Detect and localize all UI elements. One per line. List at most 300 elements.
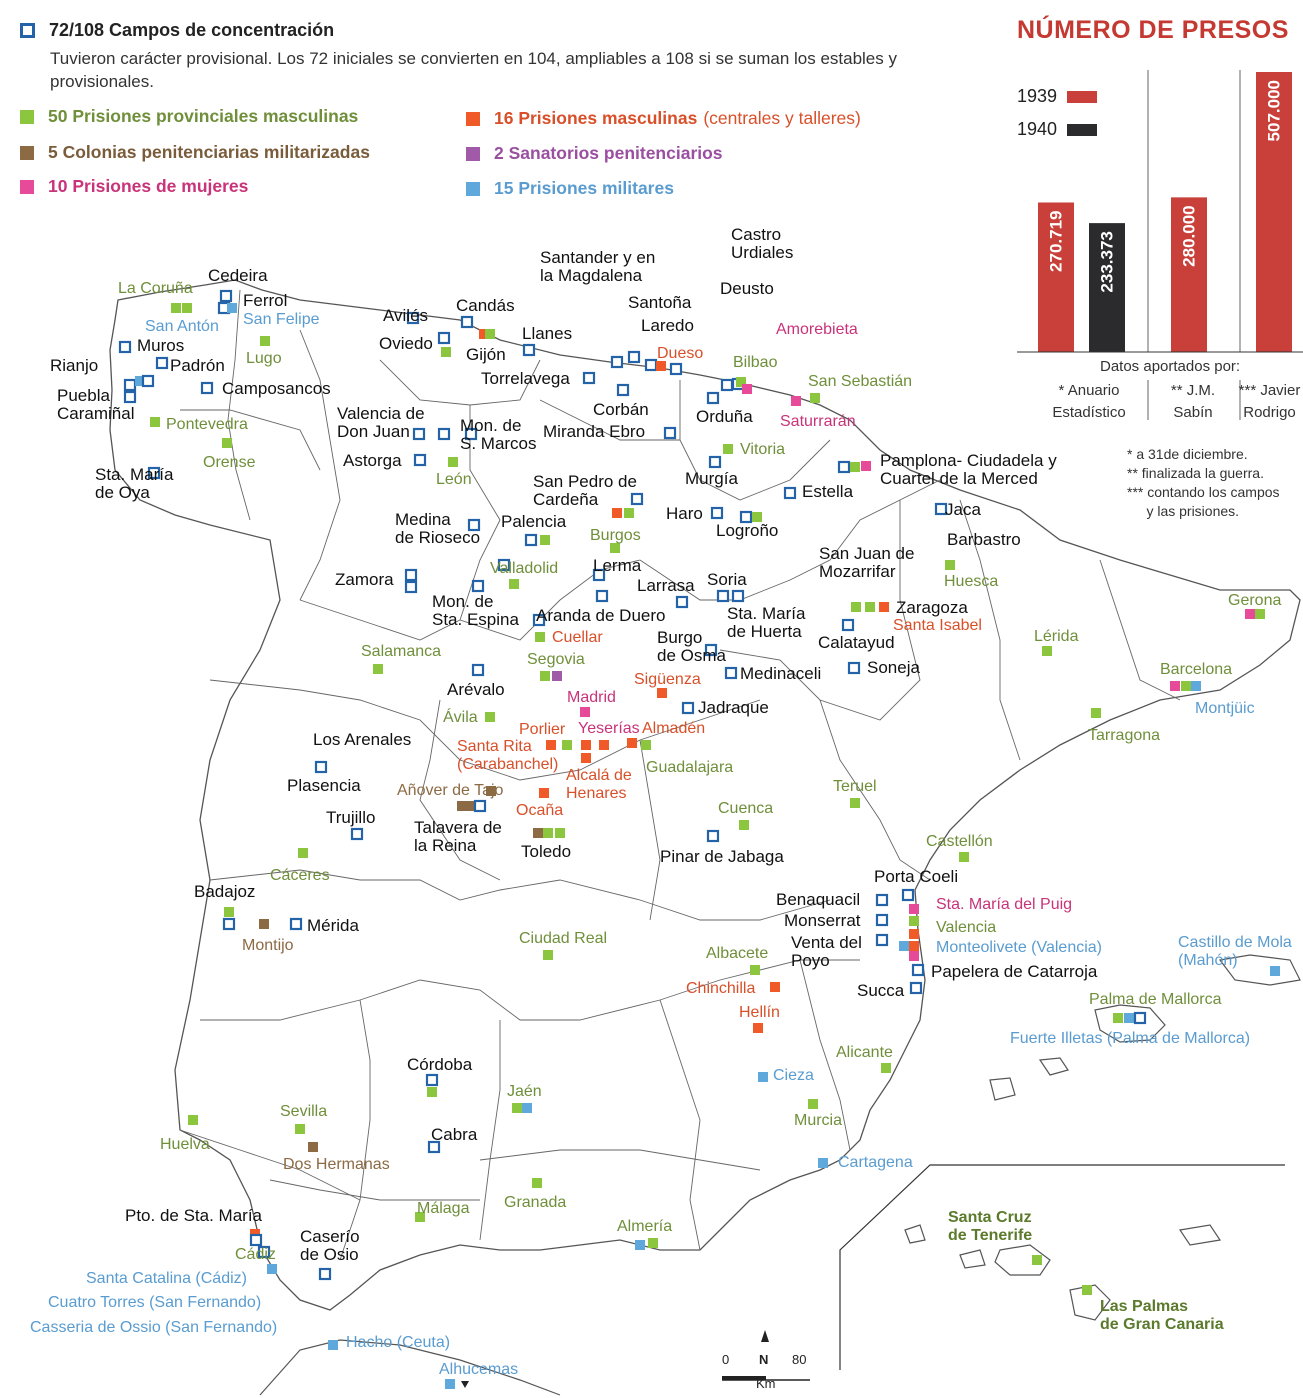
place-label: San Sebastián bbox=[808, 373, 913, 390]
campo-marker bbox=[157, 358, 167, 368]
place-label: Salamanca bbox=[361, 643, 442, 660]
masculina-marker bbox=[581, 740, 591, 750]
place-label: Medina de Rioseco bbox=[395, 510, 481, 547]
masculina-marker bbox=[627, 738, 637, 748]
provincial-marker bbox=[850, 798, 860, 808]
campo-marker bbox=[473, 581, 483, 591]
mujeres-marker bbox=[580, 707, 590, 717]
colonia-marker bbox=[308, 1142, 318, 1152]
mujeres-marker bbox=[861, 461, 871, 471]
place-label: Las Palmas de Gran Canaria bbox=[1100, 1298, 1224, 1333]
chart-bar-label: 270.719 bbox=[1046, 210, 1066, 272]
provincial-marker bbox=[535, 632, 545, 642]
place-label: Santa Cruz de Tenerife bbox=[948, 1209, 1033, 1244]
place-label: Cáceres bbox=[270, 867, 330, 884]
place-label: Badajoz bbox=[194, 882, 256, 901]
place-label: Muros bbox=[137, 336, 185, 355]
campo-marker bbox=[221, 291, 231, 301]
pointer-icon bbox=[461, 1381, 469, 1388]
campo-marker bbox=[718, 591, 728, 601]
place-label: Lerma bbox=[593, 556, 642, 575]
campo-marker bbox=[849, 663, 859, 673]
place-label: Corbán bbox=[593, 400, 649, 419]
provincial-marker bbox=[543, 828, 553, 838]
place-label: Laredo bbox=[641, 316, 694, 335]
chart-bar-label: 280.000 bbox=[1179, 205, 1199, 267]
place-label: Almadén bbox=[642, 720, 706, 737]
place-label: Santander y en la Magdalena bbox=[540, 248, 656, 285]
place-label: Venta del Poyo bbox=[791, 933, 862, 970]
place-label: Montijo bbox=[242, 937, 294, 954]
militar-marker bbox=[267, 1264, 277, 1274]
place-label: Alicante bbox=[836, 1044, 893, 1061]
place-label: Palma de Mallorca bbox=[1089, 991, 1222, 1008]
place-label: Medinaceli bbox=[740, 664, 822, 683]
campo-marker bbox=[733, 591, 743, 601]
place-label: San Antón bbox=[145, 318, 219, 335]
place-label: Montjüic bbox=[1195, 700, 1255, 717]
place-label: Teruel bbox=[833, 778, 877, 795]
place-label: Bilbao bbox=[733, 354, 778, 371]
place-label: Sta. María de Oya bbox=[95, 465, 174, 502]
legend-mujeres-label: 10 Prisiones de mujeres bbox=[48, 176, 249, 196]
masculina-marker bbox=[599, 740, 609, 750]
place-label: Santa Catalina (Cádiz) bbox=[86, 1270, 247, 1287]
source-sabin bbox=[1152, 380, 1234, 424]
provincial-marker bbox=[851, 602, 861, 612]
series-key-1940 bbox=[1017, 119, 1097, 140]
provincial-marker bbox=[485, 712, 495, 722]
place-label: Chinchilla bbox=[686, 980, 756, 997]
place-label: Sta. María de Huerta bbox=[727, 604, 806, 641]
provincial-marker bbox=[224, 907, 234, 917]
place-label: Segovia bbox=[527, 651, 585, 668]
legend-provinciales bbox=[20, 106, 358, 127]
masculina-marker bbox=[657, 688, 667, 698]
place-label: Albacete bbox=[706, 945, 769, 962]
mujeres-marker bbox=[1170, 681, 1180, 691]
provincial-marker bbox=[909, 916, 919, 926]
place-label: Gijón bbox=[466, 345, 506, 364]
place-label: Orduña bbox=[696, 407, 753, 426]
provincial-marker bbox=[373, 664, 383, 674]
masculina-symbol-icon bbox=[466, 112, 480, 126]
series-key-1940-swatch bbox=[1067, 124, 1097, 136]
series-key-1939-swatch bbox=[1067, 91, 1097, 103]
provincial-marker bbox=[1032, 1255, 1042, 1265]
place-label: Hellín bbox=[739, 1004, 780, 1021]
place-label: Los Arenales bbox=[313, 730, 412, 749]
masculina-marker bbox=[612, 508, 622, 518]
provincial-marker bbox=[555, 828, 565, 838]
place-label: León bbox=[436, 471, 472, 488]
campo-marker bbox=[839, 462, 849, 472]
campo-marker bbox=[911, 983, 921, 993]
campo-marker bbox=[524, 345, 534, 355]
place-label: San Pedro de Cardeña bbox=[533, 472, 637, 509]
series-key-1939 bbox=[1017, 86, 1097, 107]
place-label: Madrid bbox=[567, 689, 616, 706]
place-label: Alcalá de Henares bbox=[566, 767, 632, 802]
provincial-marker bbox=[1042, 646, 1052, 656]
source-anuario-line1: * Anuario bbox=[1058, 382, 1120, 399]
place-label: Castillo de Mola (Mahón) bbox=[1178, 934, 1292, 969]
provincial-marker bbox=[1181, 681, 1191, 691]
place-label: Valladolid bbox=[490, 560, 559, 577]
provincial-marker bbox=[562, 740, 572, 750]
place-label: Haro bbox=[666, 504, 703, 523]
place-label: La Coruña bbox=[118, 280, 193, 297]
place-label: Castro Urdiales bbox=[731, 225, 794, 262]
place-label: Cieza bbox=[773, 1067, 814, 1084]
place-label: Almería bbox=[617, 1218, 673, 1235]
source-rodrigo-line2: Rodrigo bbox=[1243, 404, 1296, 421]
place-label: San Juan de Mozarrifar bbox=[819, 544, 915, 581]
legend-campos-description: Tuvieron carácter provisional. Los 72 iniciales se convierten en 104, ampliables a 108 si se suman los estables y provisionales. bbox=[50, 49, 897, 91]
provincial-marker bbox=[810, 393, 820, 403]
campo-marker bbox=[597, 591, 607, 601]
provincial-marker bbox=[543, 950, 553, 960]
provincial-marker bbox=[509, 579, 519, 589]
campo-symbol-icon bbox=[20, 23, 35, 38]
place-label: Santoña bbox=[628, 293, 692, 312]
sanatorio-symbol-icon bbox=[466, 147, 480, 161]
place-label: Sevilla bbox=[280, 1103, 328, 1120]
campo-marker bbox=[427, 1075, 437, 1085]
campo-marker bbox=[877, 935, 887, 945]
place-label: Valencia de Don Juan bbox=[337, 404, 425, 441]
provincial-marker bbox=[865, 602, 875, 612]
colonia-symbol-icon bbox=[20, 146, 34, 160]
provincial-marker bbox=[641, 740, 651, 750]
militar-marker bbox=[1191, 681, 1201, 691]
place-label: Toledo bbox=[521, 842, 572, 861]
place-label: Huelva bbox=[160, 1136, 210, 1153]
militar-marker bbox=[445, 1379, 455, 1389]
place-label: Yeserías bbox=[578, 720, 640, 737]
place-label: Casseria de Ossio (San Fernando) bbox=[30, 1319, 278, 1336]
militar-marker bbox=[1124, 1013, 1134, 1023]
campo-marker bbox=[712, 508, 722, 518]
place-label: Barcelona bbox=[1160, 661, 1233, 678]
provincial-marker bbox=[448, 457, 458, 467]
source-sabin-line1: ** J.M. bbox=[1170, 382, 1216, 399]
place-label: Huesca bbox=[944, 573, 999, 590]
place-label: Aranda de Duero bbox=[536, 606, 666, 625]
campo-marker bbox=[320, 1269, 330, 1279]
provincial-marker bbox=[1113, 1013, 1123, 1023]
canary-islands-box bbox=[840, 1165, 1285, 1370]
place-label: Castellón bbox=[926, 833, 993, 850]
place-label: Benaquacil bbox=[776, 890, 861, 909]
campo-marker bbox=[316, 762, 326, 772]
mujeres-marker bbox=[1245, 609, 1255, 619]
provincial-marker bbox=[182, 303, 192, 313]
provincial-marker bbox=[532, 1178, 542, 1188]
place-label: Valencia bbox=[936, 919, 997, 936]
scale-zero: 0 bbox=[722, 1352, 730, 1367]
place-label: Ferrol bbox=[243, 291, 288, 310]
place-label: Succa bbox=[857, 981, 905, 1000]
place-label: Alhucemas bbox=[439, 1361, 519, 1378]
place-label: Porlier bbox=[519, 721, 566, 738]
place-label: Torrelavega bbox=[481, 369, 570, 388]
place-label: Avilés bbox=[383, 306, 429, 325]
campo-marker bbox=[708, 393, 718, 403]
campo-marker bbox=[722, 380, 732, 390]
source-anuario bbox=[1040, 380, 1138, 424]
legend-masculinas-label: 16 Prisiones masculinas bbox=[494, 108, 698, 128]
place-label: Zamora bbox=[335, 570, 394, 589]
campo-marker bbox=[708, 831, 718, 841]
place-label: Mérida bbox=[307, 916, 359, 935]
place-label: Porta Coeli bbox=[874, 867, 959, 886]
provincial-marker bbox=[1255, 609, 1265, 619]
place-label: Larrasa bbox=[637, 576, 695, 595]
legend-masculinas bbox=[466, 108, 861, 129]
place-label: Pamplona- Ciudadela y Cuartel de la Merced bbox=[880, 451, 1057, 488]
prisoners-bar-chart bbox=[1038, 72, 1292, 352]
provincial-marker bbox=[485, 329, 495, 339]
legend-militares bbox=[466, 178, 674, 199]
campo-marker bbox=[903, 890, 913, 900]
place-label: Saturrarán bbox=[780, 413, 856, 430]
place-label: Calatayud bbox=[818, 633, 895, 652]
campo-marker bbox=[526, 535, 536, 545]
place-label: Sta. María del Puig bbox=[936, 896, 1073, 913]
place-label: Pto. de Sta. María bbox=[125, 1206, 263, 1225]
campo-marker bbox=[473, 665, 483, 675]
scale-max: 80 bbox=[792, 1352, 807, 1367]
place-label: Palencia bbox=[501, 512, 567, 531]
place-label: Dueso bbox=[657, 345, 704, 362]
place-label: Candás bbox=[456, 296, 515, 315]
place-label: Astorga bbox=[343, 451, 402, 470]
place-label: Dos Hermanas bbox=[283, 1156, 390, 1173]
place-label: Santa Isabel bbox=[893, 617, 982, 634]
place-label: Talavera de la Reina bbox=[414, 818, 502, 855]
mujeres-symbol-icon bbox=[20, 180, 34, 194]
campo-marker bbox=[415, 455, 425, 465]
place-label: Jadraque bbox=[698, 698, 769, 717]
campo-marker bbox=[406, 570, 416, 580]
provincial-marker bbox=[808, 1099, 818, 1109]
chart-title: NÚMERO DE PRESOS bbox=[1017, 16, 1289, 44]
place-label: Córdoba bbox=[407, 1055, 473, 1074]
legend-mujeres bbox=[20, 176, 248, 197]
mujeres-marker bbox=[742, 384, 752, 394]
colonia-marker bbox=[259, 919, 269, 929]
masculina-marker bbox=[753, 1023, 763, 1033]
campo-marker bbox=[462, 317, 472, 327]
place-label: Llanes bbox=[522, 324, 573, 343]
place-label: Mon. de S. Marcos bbox=[460, 416, 537, 453]
place-label: Plasencia bbox=[287, 776, 361, 795]
colonia-marker bbox=[533, 828, 543, 838]
place-label: Soria bbox=[707, 570, 747, 589]
place-label: Cartagena bbox=[838, 1154, 913, 1171]
campo-marker bbox=[475, 801, 485, 811]
legend-campos-label: 72/108 Campos de concentración bbox=[49, 20, 335, 40]
legend-campos bbox=[20, 20, 334, 41]
place-label: Mon. de Sta. Espina bbox=[432, 592, 519, 629]
place-label: Burgo de Osma bbox=[657, 628, 726, 665]
campo-marker bbox=[1135, 1013, 1145, 1023]
militar-marker bbox=[899, 941, 909, 951]
place-label: Amorebieta bbox=[776, 321, 858, 338]
place-label: Barbastro bbox=[947, 530, 1021, 549]
place-label: Murcia bbox=[794, 1112, 843, 1129]
provincial-marker bbox=[723, 444, 733, 454]
place-label: Cuellar bbox=[552, 629, 603, 646]
provincial-marker bbox=[540, 535, 550, 545]
campo-marker bbox=[618, 385, 628, 395]
place-label: Monteolivete (Valencia) bbox=[936, 939, 1103, 956]
source-title: Datos aportados por: bbox=[1100, 358, 1241, 375]
place-label: Cedeira bbox=[208, 266, 268, 285]
provincial-marker bbox=[1091, 708, 1101, 718]
place-label: Monserrat bbox=[784, 911, 861, 930]
place-label: Tarragona bbox=[1088, 727, 1161, 744]
campo-marker bbox=[710, 457, 720, 467]
provincial-symbol-icon bbox=[20, 110, 34, 124]
chart-footnotes: * a 31de diciembre. ** finalizada la guerra. *** contando los campos y las prisiones. bbox=[1127, 446, 1280, 519]
place-label: Cuatro Torres (San Fernando) bbox=[48, 1294, 262, 1311]
campo-marker bbox=[120, 342, 130, 352]
provincial-marker bbox=[512, 1103, 522, 1113]
place-label: Zaragoza bbox=[896, 598, 968, 617]
place-label: Cádiz bbox=[235, 1246, 276, 1263]
chart-bar-label: 233.373 bbox=[1097, 231, 1117, 293]
provincial-marker bbox=[540, 671, 550, 681]
masculina-marker bbox=[909, 929, 919, 939]
provincial-marker bbox=[427, 1087, 437, 1097]
campo-marker bbox=[439, 333, 449, 343]
campo-marker bbox=[251, 1235, 261, 1245]
campo-marker bbox=[612, 357, 622, 367]
provincial-marker bbox=[850, 462, 860, 472]
provincial-marker bbox=[648, 1238, 658, 1248]
place-label: Málaga bbox=[417, 1200, 470, 1217]
source-anuario-line2: Estadístico bbox=[1052, 404, 1126, 421]
campo-marker bbox=[646, 360, 656, 370]
place-label: Logroño bbox=[716, 521, 779, 540]
campo-marker bbox=[224, 919, 234, 929]
campo-marker bbox=[406, 582, 416, 592]
masculina-marker bbox=[581, 753, 591, 763]
provincial-marker bbox=[171, 303, 181, 313]
provincial-marker bbox=[188, 1115, 198, 1125]
masculina-marker bbox=[539, 788, 549, 798]
place-label: Arévalo bbox=[447, 680, 505, 699]
place-label: San Felipe bbox=[243, 311, 320, 328]
place-label: Santa Rita (Carabanchel) bbox=[457, 738, 559, 773]
place-label: Cuenca bbox=[718, 800, 774, 817]
place-label: Pinar de Jabaga bbox=[660, 847, 784, 866]
chart-bar-label: 507.000 bbox=[1264, 80, 1284, 142]
provincial-marker bbox=[441, 347, 451, 357]
place-label: Ocaña bbox=[516, 802, 564, 819]
place-label: Murgía bbox=[685, 469, 738, 488]
source-rodrigo-line1: *** Javier bbox=[1238, 382, 1301, 399]
place-label: Oviedo bbox=[379, 334, 433, 353]
place-label: Padrón bbox=[170, 356, 225, 375]
provincial-marker bbox=[1082, 1285, 1092, 1295]
campo-marker bbox=[291, 919, 301, 929]
place-label: Cabra bbox=[431, 1125, 478, 1144]
sanatorio-marker bbox=[552, 671, 562, 681]
legend-colonias-label: 5 Colonias penitenciarias militarizadas bbox=[48, 142, 370, 162]
source-sabin-line2: Sabín bbox=[1173, 404, 1213, 421]
campo-marker bbox=[785, 488, 795, 498]
place-label: Granada bbox=[504, 1194, 567, 1211]
scale-north: N bbox=[759, 1352, 769, 1367]
campo-marker bbox=[352, 829, 362, 839]
campo-marker bbox=[913, 965, 923, 975]
militar-marker bbox=[227, 303, 237, 313]
mujeres-marker bbox=[909, 951, 919, 961]
militar-marker bbox=[758, 1072, 768, 1082]
place-label: Orense bbox=[203, 454, 256, 471]
place-label: Jaén bbox=[507, 1083, 542, 1100]
colonia-marker bbox=[457, 801, 467, 811]
scale-unit: Km bbox=[756, 1376, 776, 1391]
legend-masculinas-note: (centrales y talleres) bbox=[703, 108, 861, 128]
campo-marker bbox=[877, 915, 887, 925]
source-rodrigo bbox=[1236, 380, 1303, 424]
place-label: Caserío de Osio bbox=[300, 1227, 360, 1264]
campo-marker bbox=[202, 383, 212, 393]
provincial-marker bbox=[295, 1124, 305, 1134]
series-key-1939-label: 1939 bbox=[1017, 86, 1058, 106]
place-label: Papelera de Catarroja bbox=[931, 962, 1098, 981]
mujeres-marker bbox=[909, 904, 919, 914]
mujeres-marker bbox=[791, 396, 801, 406]
masculina-marker bbox=[770, 982, 780, 992]
militar-symbol-icon bbox=[466, 182, 480, 196]
place-label: Añover de Tajo bbox=[397, 782, 504, 799]
legend-colonias bbox=[20, 142, 370, 163]
campo-marker bbox=[584, 373, 594, 383]
place-label: Hacho (Ceuta) bbox=[346, 1334, 451, 1351]
campo-marker bbox=[677, 597, 687, 607]
place-label: Vitoria bbox=[740, 441, 786, 458]
place-label: Camposancos bbox=[222, 379, 331, 398]
masculina-marker bbox=[909, 941, 919, 951]
provincial-marker bbox=[260, 336, 270, 346]
provincial-marker bbox=[222, 438, 232, 448]
place-label: Puebla Caramiñal bbox=[57, 386, 135, 423]
provincial-marker bbox=[150, 417, 160, 427]
legend-militares-label: 15 Prisiones militares bbox=[494, 178, 674, 198]
place-label: Lérida bbox=[1034, 628, 1079, 645]
campo-marker bbox=[683, 703, 693, 713]
place-label: Ciudad Real bbox=[519, 930, 608, 947]
place-label: Guadalajara bbox=[646, 759, 734, 776]
campo-marker bbox=[629, 352, 639, 362]
place-label: Miranda Ebro bbox=[543, 422, 646, 441]
masculina-marker bbox=[879, 602, 889, 612]
place-label: Trujillo bbox=[326, 808, 376, 827]
place-label: Soneja bbox=[867, 658, 920, 677]
campo-marker bbox=[671, 364, 681, 374]
provincial-marker bbox=[750, 965, 760, 975]
provincial-marker bbox=[624, 508, 634, 518]
campo-marker bbox=[665, 428, 675, 438]
militar-marker bbox=[818, 1158, 828, 1168]
place-label: Gerona bbox=[1228, 592, 1282, 609]
place-label: Rianjo bbox=[50, 356, 99, 375]
